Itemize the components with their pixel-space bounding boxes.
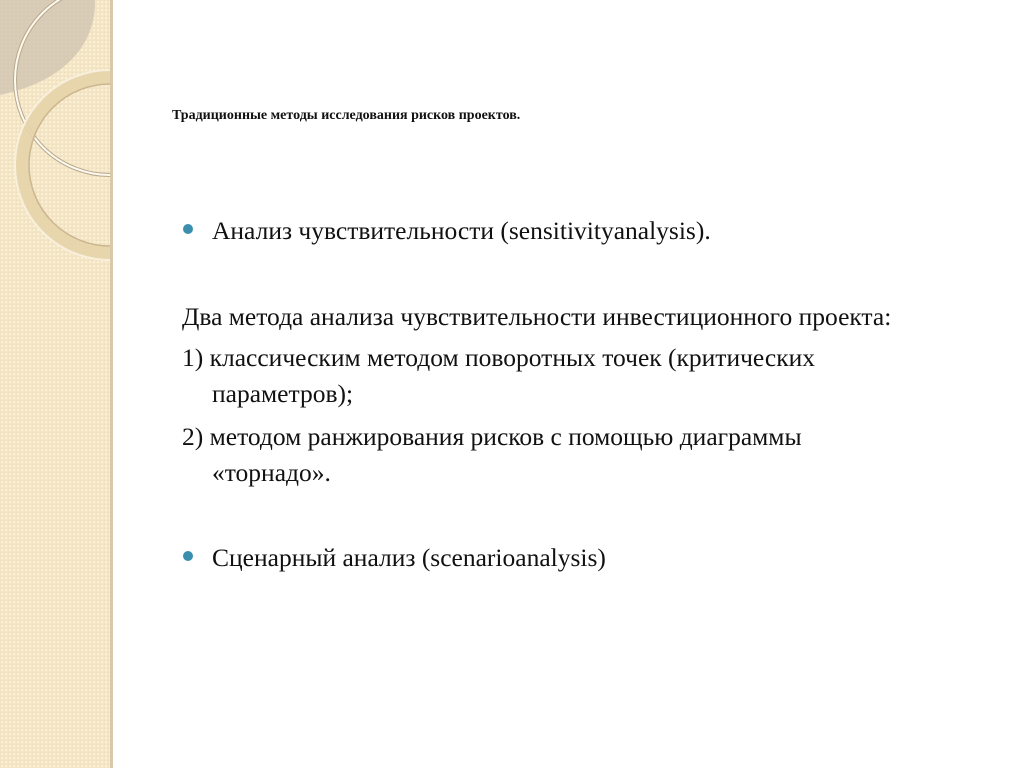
bullet-icon (183, 551, 193, 561)
bullet-item-sensitivity: Анализ чувствительности (sensitivityanalysis). (212, 216, 711, 245)
decorative-rings-icon (0, 0, 110, 768)
bullet-item-scenario: Сценарный анализ (scenarioanalysis) (212, 543, 606, 572)
sidebar-edge (110, 0, 113, 768)
slide-title: Традиционные методы исследования рисков проектов. (172, 108, 521, 123)
numbered-item-2-line-2: «торнадо». (212, 458, 331, 487)
numbered-item-1-line-1: 1) классическим методом поворотных точек (критических (182, 343, 815, 372)
paragraph-two-methods: Два метода анализа чувствительности инвестиционного проекта: (182, 302, 892, 331)
numbered-item-1-line-2: параметров); (212, 379, 354, 408)
bullet-icon (183, 224, 193, 234)
decorative-sidebar (0, 0, 110, 768)
numbered-item-2-line-1: 2) методом ранжирования рисков с помощью диаграммы (182, 422, 802, 451)
